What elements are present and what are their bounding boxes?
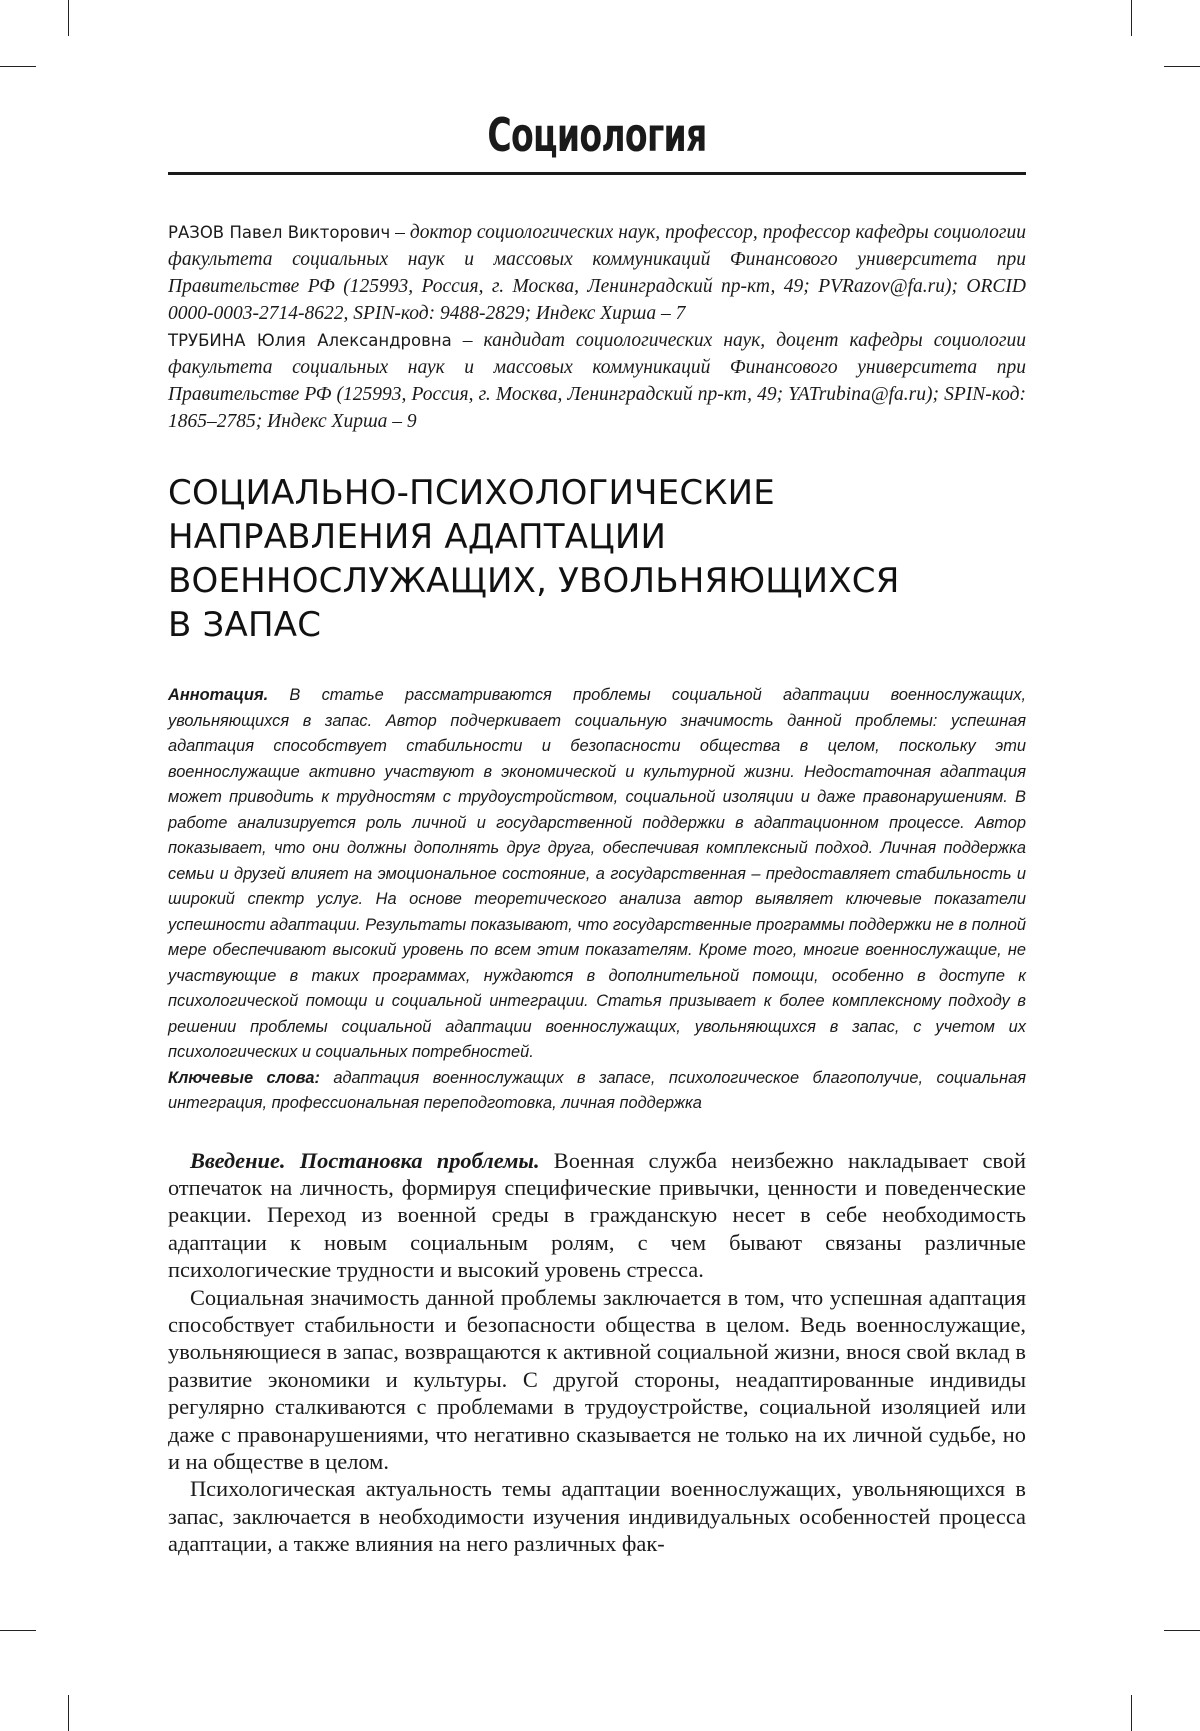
author-details: – доктор социологических наук, профессор, профессор кафедры социологии факультета социальных наук и массовых коммуникаций Финансового университета при Правительстве РФ (125993, Россия, г. Москва, Ленинградский пр-кт, 49; PVRazov@fa.ru); ORCID 0000-0003-2714-8622, SPIN-код: 9488-2829; Индекс Хирша – 7 bbox=[168, 222, 1026, 324]
crop-mark bbox=[1164, 1630, 1200, 1631]
author-entry bbox=[168, 327, 1026, 435]
title-line: НАПРАВЛЕНИЯ АДАПТАЦИИ bbox=[168, 515, 1026, 559]
crop-mark bbox=[0, 1630, 36, 1631]
body-paragraph bbox=[168, 1147, 1026, 1284]
crop-mark bbox=[0, 66, 36, 67]
crop-mark bbox=[68, 0, 69, 36]
intro-heading: Введение. Постановка проблемы. bbox=[190, 1148, 540, 1173]
title-line: В ЗАПАС bbox=[168, 603, 1026, 647]
title-line: ВОЕННОСЛУЖАЩИХ, УВОЛЬНЯЮЩИХСЯ bbox=[168, 559, 1026, 603]
keywords-text: адаптация военнослужащих в запасе, психологическое благополучие, социальная интеграция, профессиональная переподготовка, личная поддержка bbox=[168, 1069, 1026, 1113]
body-paragraph: Психологическая актуальность темы адаптации военнослужащих, увольняющихся в запас, заключается в необходимости изучения индивидуальных особенностей процесса адаптации, а также влияния на него различных фак- bbox=[168, 1475, 1026, 1557]
crop-mark bbox=[1131, 1695, 1132, 1731]
abstract bbox=[168, 683, 1026, 1117]
crop-mark bbox=[1164, 66, 1200, 67]
article-body bbox=[168, 1147, 1026, 1558]
abstract-text: В статье рассматриваются проблемы социальной адаптации военнослужащих, увольняющихся в запас. Автор подчеркивает социальную значимость данной проблемы: успешная адаптация способствует стабильности и безопасности общества в целом, поскольку эти военнослужащие активно участвуют в экономической и культурной жизни. Недостаточная адаптация может приводить к трудностям с трудоустройством, социальной изоляции и даже правонарушениям. В работе анализируется роль личной и государственной поддержки в адаптационном процессе. Автор показывает, что они должны дополнять друг друга, обеспечивая комплексный подход. Личная поддержка семьи и друзей влияет на эмоциональное состояние, а государственная – предоставляет стабильность и широкий спектр услуг. На основе теоретического анализа автор выявляет ключевые показатели успешности адаптации. Результаты показывают, что государственные программы поддержки не в полной мере обеспечивают высокий уровень по всем этим показателям. Кроме того, многие военнослужащие, не участвующие в таких программах, нуждаются в дополнительной помощи, особенно в доступе к психологической помощи и социальной интеграции. Статья призывает к более комплексному подходу в решении проблемы социальной адаптации военнослужащих, увольняющихся в запас, с учетом их психологических и социальных потребностей. bbox=[168, 686, 1026, 1061]
header-rule bbox=[168, 172, 1026, 175]
keywords-paragraph bbox=[168, 1066, 1026, 1117]
title-line: СОЦИАЛЬНО-ПСИХОЛОГИЧЕСКИЕ bbox=[168, 471, 1026, 515]
author-name: ТРУБИНА Юлия Александровна bbox=[168, 331, 452, 350]
keywords-label: Ключевые слова: bbox=[168, 1069, 320, 1087]
article-title bbox=[168, 471, 1026, 647]
crop-mark bbox=[1131, 0, 1132, 36]
abstract-paragraph bbox=[168, 683, 1026, 1066]
author-info bbox=[168, 219, 1026, 435]
section-header: Социология bbox=[288, 100, 906, 172]
author-entry bbox=[168, 219, 1026, 327]
paragraph-text: Военная служба неизбежно накладывает свой отпечаток на личность, формируя специфические привычки, ценности и поведенческие реакции. Переход из военной среды в гражданскую несет в себе необходимость адаптации к новым социальным ролям, с чем бывают связаны различные психологические трудности и высокий уровень стресса. bbox=[168, 1148, 1026, 1283]
journal-page bbox=[168, 100, 1026, 1558]
body-paragraph: Социальная значимость данной проблемы заключается в том, что успешная адаптация способствует стабильности и безопасности общества в целом. Ведь военнослужащие, увольняющиеся в запас, возвращаются к активной социальной жизни, внося свой вклад в развитие экономики и культуры. С другой стороны, неадаптированные индивиды регулярно сталкиваются с проблемами в трудоустройстве, социальной изоляцией или даже с правонарушениями, что негативно сказывается не только на их личной судьбе, но и на обществе в целом. bbox=[168, 1284, 1026, 1476]
abstract-label: Аннотация. bbox=[168, 686, 268, 704]
author-details: – кандидат социологических наук, доцент кафедры социологии факультета социальных наук и массовых коммуникаций Финансового университета при Правительстве РФ (125993, Россия, г. Москва, Ленинградский пр-кт, 49; YATrubina@fa.ru); SPIN-код: 1865–2785; Индекс Хирша – 9 bbox=[168, 330, 1026, 432]
author-name: РАЗОВ Павел Викторович bbox=[168, 223, 390, 242]
crop-mark bbox=[68, 1695, 69, 1731]
